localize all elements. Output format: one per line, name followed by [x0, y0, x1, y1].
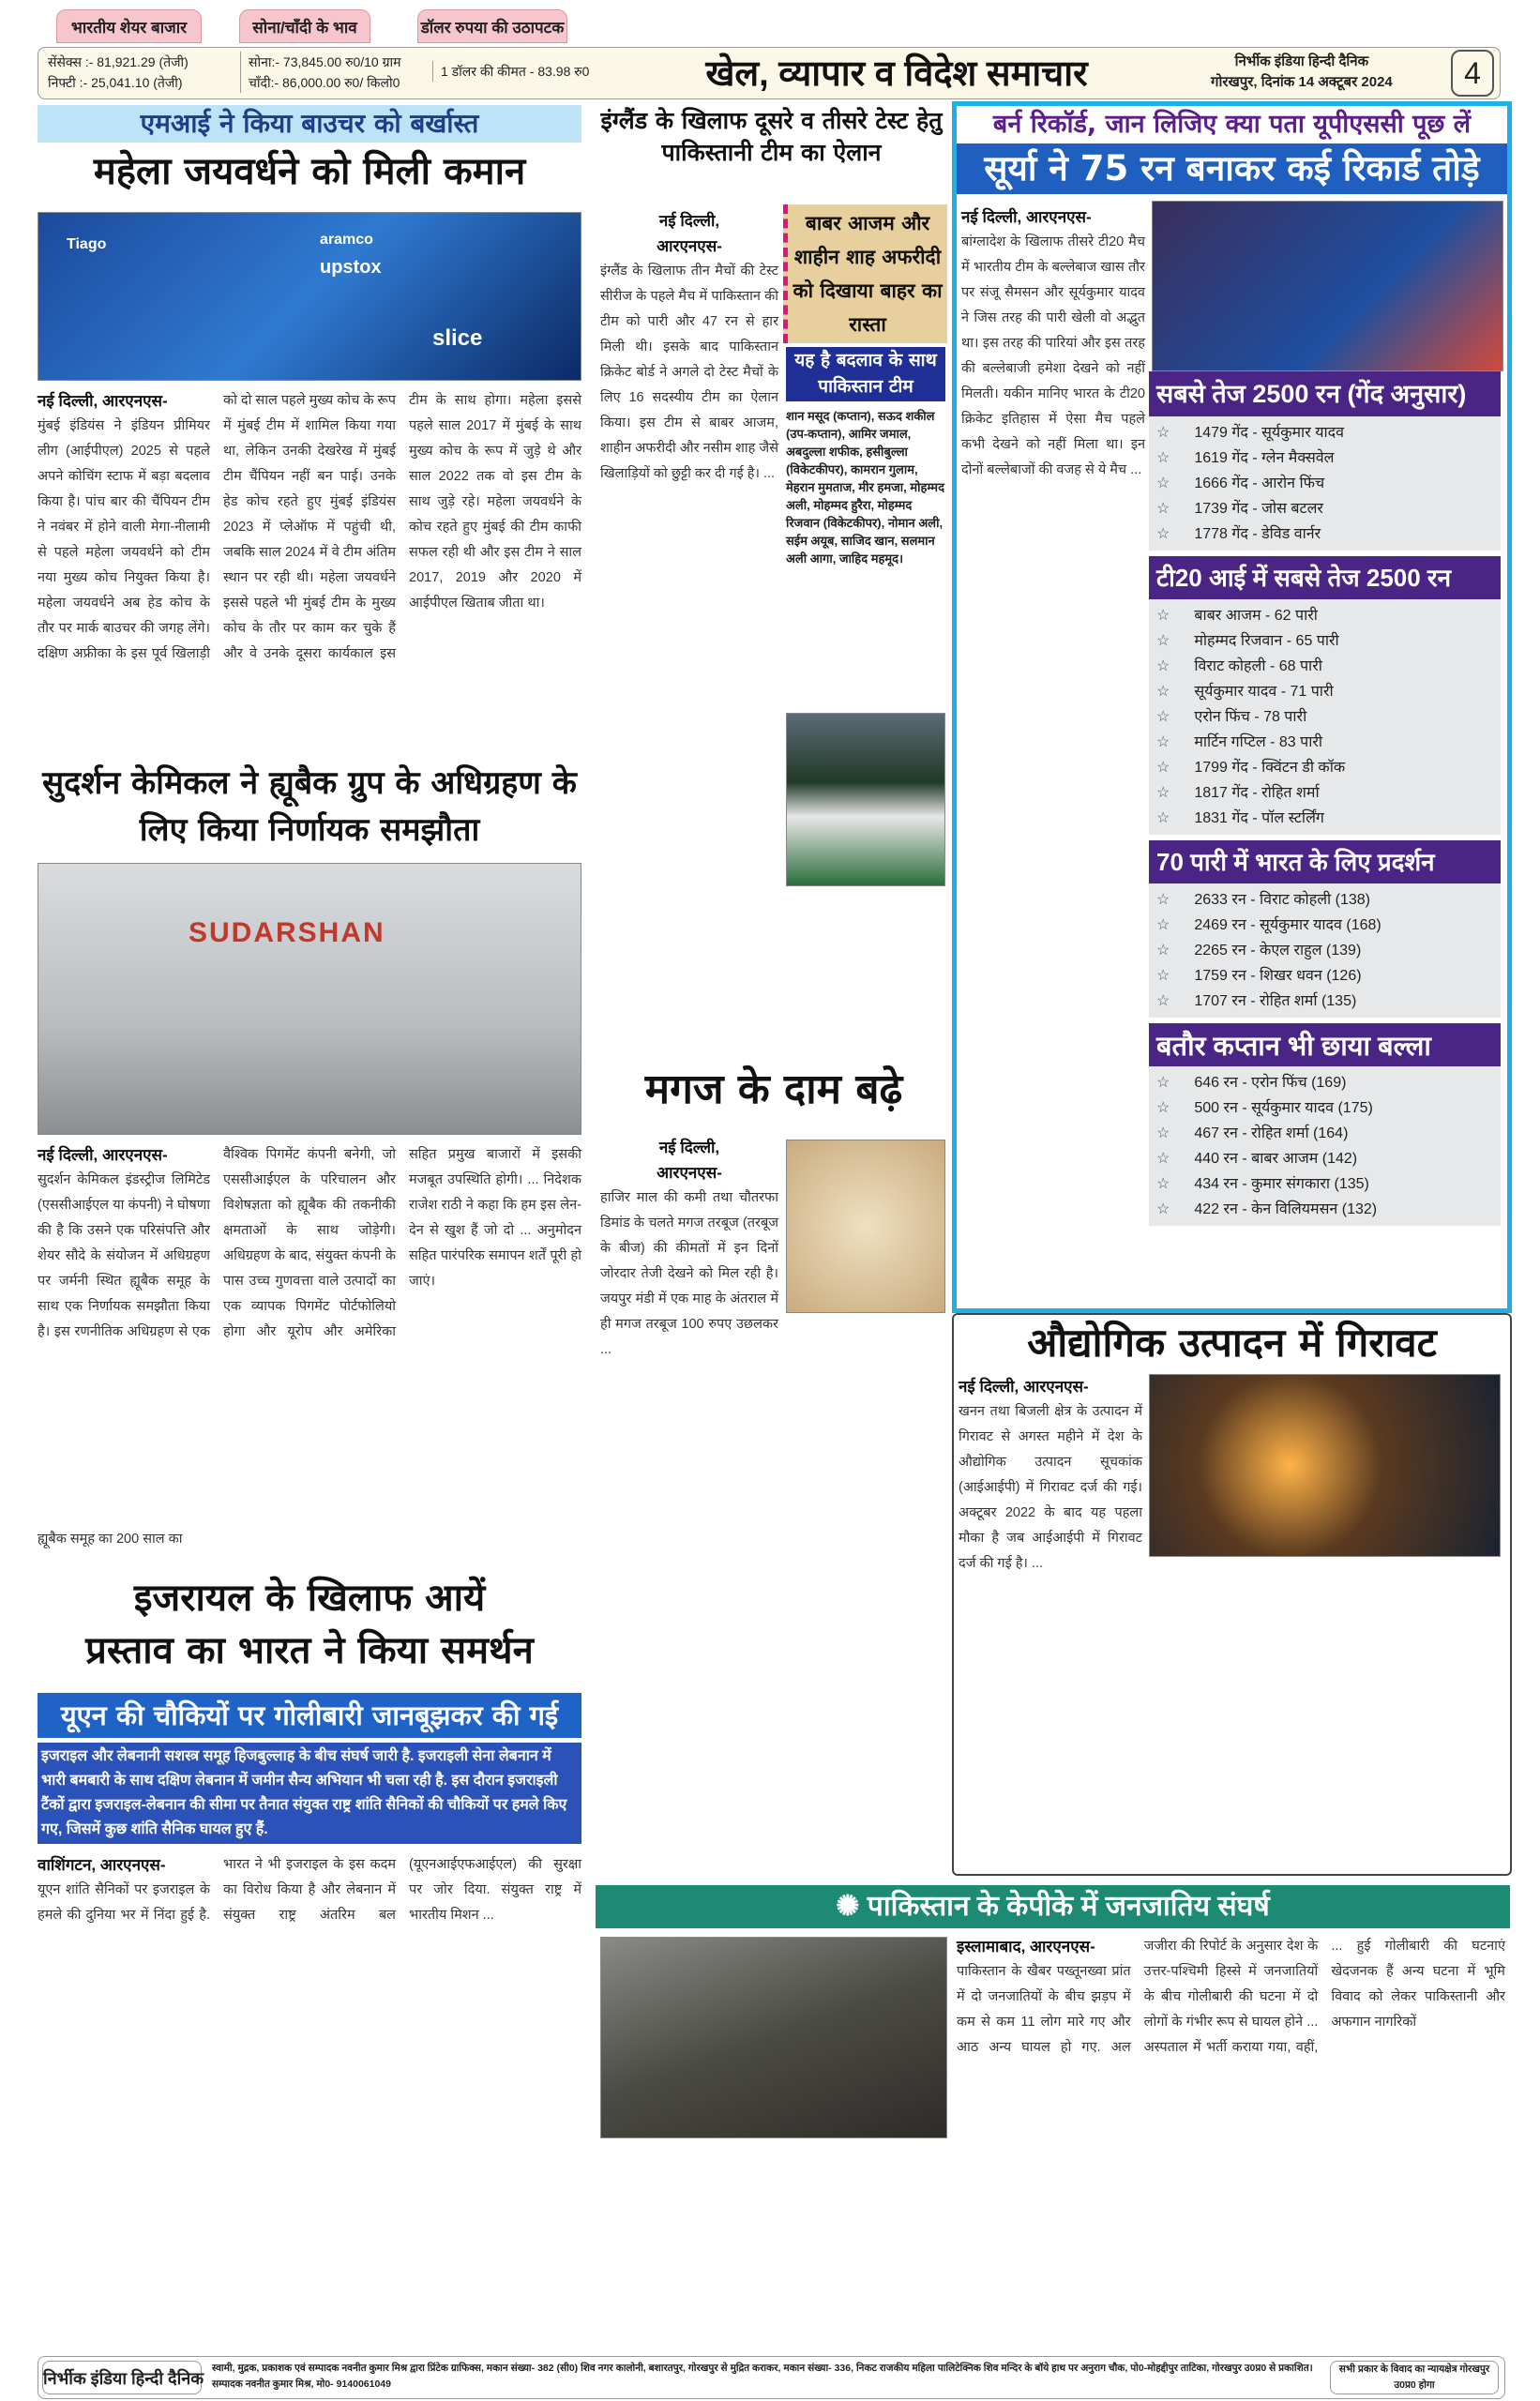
silver-rate: चाँदी:- 86,000.00 रु0/ किलो0 — [249, 75, 400, 90]
photo-text: Tiago — [67, 236, 107, 252]
footer-paper-name: निर्भीक इंडिया हिन्दी दैनिक — [42, 2361, 202, 2394]
footer — [38, 2356, 1505, 2399]
footer-imprint: स्वामी, मुद्रक, प्रकाशक एवं सम्पादक नवनीत कुमार मिश्र द्वारा प्रिंटेक ग्राफिक्स, मकान संख्या- 382 (सी0) शिव नगर कालोनी, बशारतपुर, गोरखपुर से मुद्रित कराकर, मकान संख्या- 336, निकट राजकीय महिला पालिटेक्निक शिव मन्दिर के बॉये हाथ पर अनुराग चौक, पो0-मोहद्दीपुर ताटिका, गोरखपुर उ0प्र0 से प्रकाशित। सम्पादक नवनीत कुमार मिश्र, मो0- 9140061049 — [212, 2363, 1313, 2390]
stat-item: ☆ बाबर आजम - 62 पारी — [1156, 603, 1493, 628]
seeds-photo — [786, 1140, 945, 1313]
stat-item: ☆ 1759 रन - शिखर धवन (126) — [1156, 963, 1493, 989]
gold-rate: सोना:- 73,845.00 रु0/10 ग्राम — [249, 54, 401, 69]
israel-banner: यूएन की चौकियों पर गोलीबारी जानबूझकर की गई — [38, 1693, 581, 1738]
sudarshan-building-photo — [38, 863, 581, 1135]
pak-team-agency: आरएनएस- — [657, 237, 722, 255]
israel-headline-2: प्रस्ताव का भारत ने किया समर्थन — [85, 1629, 534, 1672]
surya-kicker: बर्न रिकॉर्ड, जान लिजिए क्या पता यूपीएससी पूछ लें — [957, 106, 1507, 143]
paper-info — [1211, 52, 1393, 93]
israel-text: यूएन शांति सैनिकों पर इजराइल के हमले की दुनिया भर में निंदा हुई है. भारत ने भी इजराइल के इस कदम का विरोध किया है और लेबनान में संयुक्त राष्ट्र अंतरिम बल (यूएनआईएफआईएल) की सुरक्षा पर जोर दिया. संयुक्त राष्ट्र में भारतीय मिशन ... — [38, 1857, 581, 1923]
surya-photo — [1152, 201, 1503, 371]
stat-item: ☆ 1619 गेंद - ग्लेन मैक्सवेल — [1156, 445, 1493, 471]
stat-item: ☆ 422 रन - केन विलियमसन (132) — [1156, 1197, 1493, 1222]
sudarshan-dateline: नई दिल्ली, आरएनएस- — [38, 1146, 168, 1164]
pakistan-banner — [596, 1885, 1510, 1928]
pak-team-body — [600, 208, 778, 621]
pak-team-squad-title: यह है बदलाव के साथ पाकिस्तान टीम — [786, 347, 945, 401]
sudarshan-text: सुदर्शन केमिकल इंडस्ट्रीज लिमिटेड (एससीआईएल या कंपनी) ने घोषणा की है कि उसने एक परिसंपत्ति और शेयर सौदे के संयोजन में अधिग्रहण पर जर्मनी स्थित ह्यूबैक समूह के साथ एक निर्णायक समझौता किया है। इस रणनीतिक अधिग्रहण से एक वैश्विक पिगमेंट कंपनी बनेगी, जो एससीआईएल के परिचालन और विशेषज्ञता को ह्यूबैक की तकनीकी क्षमताओं के साथ जोड़ेगी। अधिग्रहण के बाद, संयुक्त कंपनी के पास उच्च गुणवत्ता वाले उत्पादों का एक व्यापक पिगमेंट पोर्टफोलियो होगा और यूरोप और अमेरिका सहित प्रमुख बाजारों में इसकी मजबूत उपस्थिति होगी। ... निदेशक राजेश राठी ने कहा कि हम इस लेन-देन से खुश हैं जो दो ... अनुमोदन सहित पारंपरिक समापन शर्तें पूरी हो जाएं। — [38, 1147, 581, 1339]
babar-photo — [786, 713, 945, 886]
stat-item: ☆ 2633 रन - विराट कोहली (138) — [1156, 887, 1493, 913]
surya-text: बांग्लादेश के खिलाफ तीसरे टी20 मैच में भारतीय टीम के बल्लेबाज खास तौर पर संजू सैमसन और सूर्यकुमार यादव ने जिस तरह की पारी खेली वो अद्भुत था। इस तरह की पारियां और इस तरह की बल्लेबाजी हमेशा देखने को नहीं मिलती। यकीन मानिए भारत के टी20 क्रिकेट इतिहास में ऐसा मैच पहले कभी देखने को नहीं मिला था। इन दोनों बल्लेबाजों की वजह से ये मैच ... — [961, 234, 1145, 477]
industry-headline: औद्योगिक उत्पादन में गिरावट — [1027, 1320, 1437, 1366]
stats-title-captain: बतौर कप्तान भी छाया बल्ला — [1149, 1023, 1501, 1066]
magaj-body — [600, 1135, 778, 1876]
surya-body — [961, 204, 1145, 1030]
sudarshan-body — [38, 863, 581, 1519]
stat-item: ☆ 1778 गेंद - डेविड वार्नर — [1156, 521, 1493, 547]
stat-item: ☆ 434 रन - कुमार संगकारा (135) — [1156, 1171, 1493, 1197]
israel-headline-1: इजरायल के खिलाफ आयें — [133, 1577, 486, 1620]
mi-body: मुंबई इंडियंस ने इंडियन प्रीमियर लीग (आईपीएल) 2025 से पहले अपने कोचिंग स्टाफ में बड़ा बदलाव किया है। पांच बार की चैंपियन टीम ने नवंबर में होने वाली मेगा-नीलामी से पहले महेला जयवर्धने को टीम नया मुख्य कोच नियुक्त किया है। महेला जयवर्धने अब हेड कोच के तौर पर मार्क बाउचर की जगह लेंगे। दक्षिण अफ्रीका के इस पूर्व खिलाड़ी को दो साल पहले मुख्य कोच के रूप में मुंबई टीम में शामिल किया गया था, लेकिन उनकी देखरेख में मुंबई टीम चैंपियन नहीं बन पाई। उनके हेड कोच रहते हुए मुंबई इंडियंस 2023 में प्लेऑफ में पहुंची थी, जबकि साल 2024 में वे टीम अंतिम स्थान पर रही थी। महेला जयवर्धने इससे पहले भी मुंबई टीम के मुख्य कोच के तौर पर काम कर चुके हैं और वे उनके दूसरा कार्यकाल इस टीम के साथ होगा। महेला इससे पहले साल 2017 में मुंबई के साथ मुख्य कोच के रूप में जुड़े थे और साल 2022 तक वो इस टीम के साथ जुड़े रहे। महेला जयवर्धने के कोच रहते हुए मुंबई की टीम काफी सफल रही थी और इस टीम ने साल 2017, 2019 और 2020 में आईपीएल खिताब जीता था। — [38, 393, 581, 661]
stat-item: ☆ 1817 गेंद - रोहित शर्मा — [1156, 780, 1493, 806]
place-date: गोरखपुर, दिनांक 14 अक्टूबर 2024 — [1211, 74, 1393, 90]
sudarshan-logo-text: SUDARSHAN — [189, 917, 385, 948]
pak-team-squad: शान मसूद (कप्तान), सऊद शकील (उप-कप्तान), आमिर जमाल, अबदुल्ला शफीक, हसीबुल्ला (विकेटकीपर), कामरान गुलाम, मेहरान मुमताज, मीर हमजा, मोहम्मद अली, मोहम्मद हुरैरा, मोहम्मद रिजवान (विकेटकीपर), नोमान अली, सईम अयूब, साजिद खान, सलमान अली आगा, जाहिद महमूद। — [786, 409, 944, 566]
stat-item: ☆ एरोन फिंच - 78 पारी — [1156, 704, 1493, 730]
mi-headline: महेला जयवर्धने को मिली कमान — [93, 150, 526, 193]
stats-list-india-70 — [1149, 883, 1501, 1018]
stat-item: ☆ 1831 गेंद - पॉल स्टर्लिंग — [1156, 806, 1493, 831]
sudarshan-closing: ह्यूबैक समूह का 200 साल का — [38, 1532, 183, 1547]
flower-icon: ✺ — [836, 1891, 868, 1922]
stats-list-fastest-balls — [1149, 416, 1501, 551]
industry-body — [959, 1374, 1142, 1866]
stat-item: ☆ 1666 गेंद - आरोन फिंच — [1156, 471, 1493, 496]
stats-title-fastest-balls: सबसे तेज 2500 रन (गेंद अनुसार) — [1149, 371, 1501, 416]
photo-text: slice — [432, 325, 483, 351]
stats-title-fastest-innings: टी20 आई में सबसे तेज 2500 रन — [1149, 556, 1501, 599]
stat-item: ☆ विराट कोहली - 68 पारी — [1156, 654, 1493, 679]
stat-item: ☆ सूर्यकुमार यादव - 71 पारी — [1156, 679, 1493, 704]
pak-team-text: इंग्लैंड के खिलाफ तीन मैचों की टेस्ट सीरीज के पहले मैच में पाकिस्तान की टीम को पारी और 47 रन से हार मिली थी। इसके बाद पाकिस्तान क्रिकेट बोर्ड ने अगले दो टेस्ट मैचों के लिए 16 सदस्यीय टीम का ऐलान किया। इस टीम से बाबर आजम, शाहीन अफरीदी और नसीम शाह जैसे खिलाड़ियों को छुट्टी कर दी गई है। ... — [600, 264, 778, 481]
sudarshan-headline: सुदर्शन केमिकल ने ह्यूबैक ग्रुप के अधिग्रहण के लिए किया निर्णायक समझौता — [42, 764, 577, 849]
pak-team-headline: इंग्लैंड के खिलाफ दूसरे व तीसरे टेस्ट हेतु पाकिस्तानी टीम का ऐलान — [600, 107, 943, 166]
magaj-headline: मगज के दाम बढ़े — [644, 1065, 903, 1113]
magaj-dateline: नई दिल्ली, — [658, 1139, 720, 1156]
stat-item: ☆ 500 रन - सूर्यकुमार यादव (175) — [1156, 1095, 1493, 1121]
industry-dateline: नई दिल्ली, आरएनएस- — [959, 1378, 1089, 1396]
dollar-rate: 1 डॉलर की कीमत - 83.98 रु0 — [432, 61, 589, 82]
wreckage-photo — [600, 1937, 947, 2138]
mi-press-photo — [38, 212, 581, 381]
stat-item: ☆ 440 रन - बाबर आजम (142) — [1156, 1146, 1493, 1171]
tab-dollar-rupee: डॉलर रुपया की उठापटक — [417, 9, 567, 43]
surya-dateline: नई दिल्ली, आरएनएस- — [961, 208, 1092, 226]
pakistan-headline: पाकिस्तान के केपीके में जनजातिय संघर्ष — [867, 1891, 1270, 1922]
pakistan-text: पाकिस्तान के खैबर पख्तूनख्वा प्रांत में दो जनजातियों के बीच झड़प में कम से कम 11 लोग मारे गए और आठ अन्य घायल हो गए. अल जजीरा की रिपोर्ट के अनुसार देश के उत्तर-पश्चिमी हिस्से में जनजातियों के बीच गोलीबारी की घटना में दो लोगों के गंभीर रूप से घायल होने ... अस्पताल में भर्ती कराया गया, वहीं, ... हुई गोलीबारी की घटनाएं खेदजनक हैं अन्य घटना में भूमि विवाद को लेकर पाकिस्तानी और अफगान नागरिकों — [957, 1939, 1505, 2055]
section-title: खेल, व्यापार व विदेश समाचार — [705, 54, 1088, 94]
stat-item: ☆ 1799 गेंद - क्विंटन डी कॉक — [1156, 755, 1493, 780]
tab-gold-silver: सोना/चाँदी के भाव — [239, 9, 370, 43]
stat-item: ☆ 2469 रन - सूर्यकुमार यादव (168) — [1156, 913, 1493, 938]
stats-title-india-70: 70 पारी में भारत के लिए प्रदर्शन — [1149, 840, 1501, 883]
tab-share-market: भारतीय शेयर बाजार — [56, 9, 202, 43]
surya-stats — [1149, 371, 1501, 1226]
stat-item: ☆ 1739 गेंद - जोस बटलर — [1156, 496, 1493, 521]
israel-summary: इजराइल और लेबनानी सशस्त्र समूह हिजबुल्लाह के बीच संघर्ष जारी है. इजराइली सेना लेबनान में भारी बमबारी के साथ दक्षिण लेबनान में जमीन सैन्य अभियान भी चला रही है. इस दौरान इजराइली टैंकों द्वारा इजराइल-लेबनान की सीमा पर तैनात संयुक्त राष्ट्र शांति सैनिकों की चौकियों पर हमले किए गए, जिसमें कुछ शांति सैनिक घायल हुए हैं. — [38, 1743, 581, 1844]
magaj-agency: आरएनएस- — [657, 1164, 722, 1182]
photo-text: aramco — [320, 232, 373, 248]
masthead-bar — [38, 47, 1501, 99]
surya-headline: सूर्या ने 75 रन बनाकर कई रिकार्ड तोड़े — [957, 143, 1507, 194]
footer-jurisdiction: सभी प्रकार के विवाद का न्यायक्षेत्र गोरखपुर उ0प्र0 होगा — [1330, 2361, 1499, 2394]
mi-kicker: एमआई ने किया बाउचर को बर्खास्त — [38, 105, 581, 143]
magaj-text: हाजिर माल की कमी तथा चौतरफा डिमांड के चलते मगज तरबूज (तरबूज के बीज) की कीमतों में इन दिनों जोरदार तेजी देखने को मिल रही है। जयपुर मंडी में एक माह के अंतराल में ही मगज तरबूज 100 रुपए उछलकर ... — [600, 1190, 778, 1357]
stat-item: ☆ 467 रन - रोहित शर्मा (164) — [1156, 1121, 1493, 1146]
nifty: निफ्टी :- 25,041.10 (तेजी) — [48, 75, 183, 90]
market-box — [48, 52, 189, 93]
stats-list-fastest-innings — [1149, 599, 1501, 835]
photo-text: upstox — [320, 257, 382, 278]
sensex: सेंसेक्स :- 81,921.29 (तेजी) — [48, 54, 189, 69]
page-number: 4 — [1451, 50, 1494, 97]
stat-item: ☆ 1707 रन - रोहित शर्मा (135) — [1156, 989, 1493, 1014]
pakistan-dateline: इस्लामाबाद, आरएनएस- — [957, 1938, 1095, 1956]
israel-body — [38, 1852, 581, 2331]
welding-photo — [1149, 1374, 1501, 1557]
mi-body-area — [38, 212, 581, 751]
bullion-box — [240, 52, 401, 93]
paper-name: निर्भीक इंडिया हिन्दी दैनिक — [1234, 53, 1369, 69]
stat-item: ☆ मोहम्मद रिजवान - 65 पारी — [1156, 628, 1493, 654]
stat-item: ☆ मार्टिन गप्टिल - 83 पारी — [1156, 730, 1493, 755]
stat-item: ☆ 1479 गेंद - सूर्यकुमार यादव — [1156, 420, 1493, 445]
stat-item: ☆ 2265 रन - केएल राहुल (139) — [1156, 938, 1493, 963]
israel-dateline: वाशिंगटन, आरएनएस- — [38, 1856, 166, 1874]
mi-dateline: नई दिल्ली, आरएनएस- — [38, 392, 168, 410]
pak-team-dateline: नई दिल्ली, — [658, 212, 720, 230]
pakistan-body — [957, 1934, 1505, 2337]
pak-team-callout: बाबर आजम और शाहीन शाह अफरीदी को दिखाया बाहर का रास्ता — [783, 204, 947, 343]
stats-list-captain — [1149, 1066, 1501, 1226]
industry-text: खनन तथा बिजली क्षेत्र के उत्पादन में गिरावट से अगस्त महीने में देश के औद्योगिक उत्पादन सूचकांक (आईआईपी) में गिरावट दर्ज की गई। अक्टूबर 2022 के बाद यह पहला मौका है जब आईआईपी में गिरावट दर्ज की गई है। ... — [959, 1404, 1142, 1571]
stat-item: ☆ 646 रन - एरोन फिंच (169) — [1156, 1070, 1493, 1095]
